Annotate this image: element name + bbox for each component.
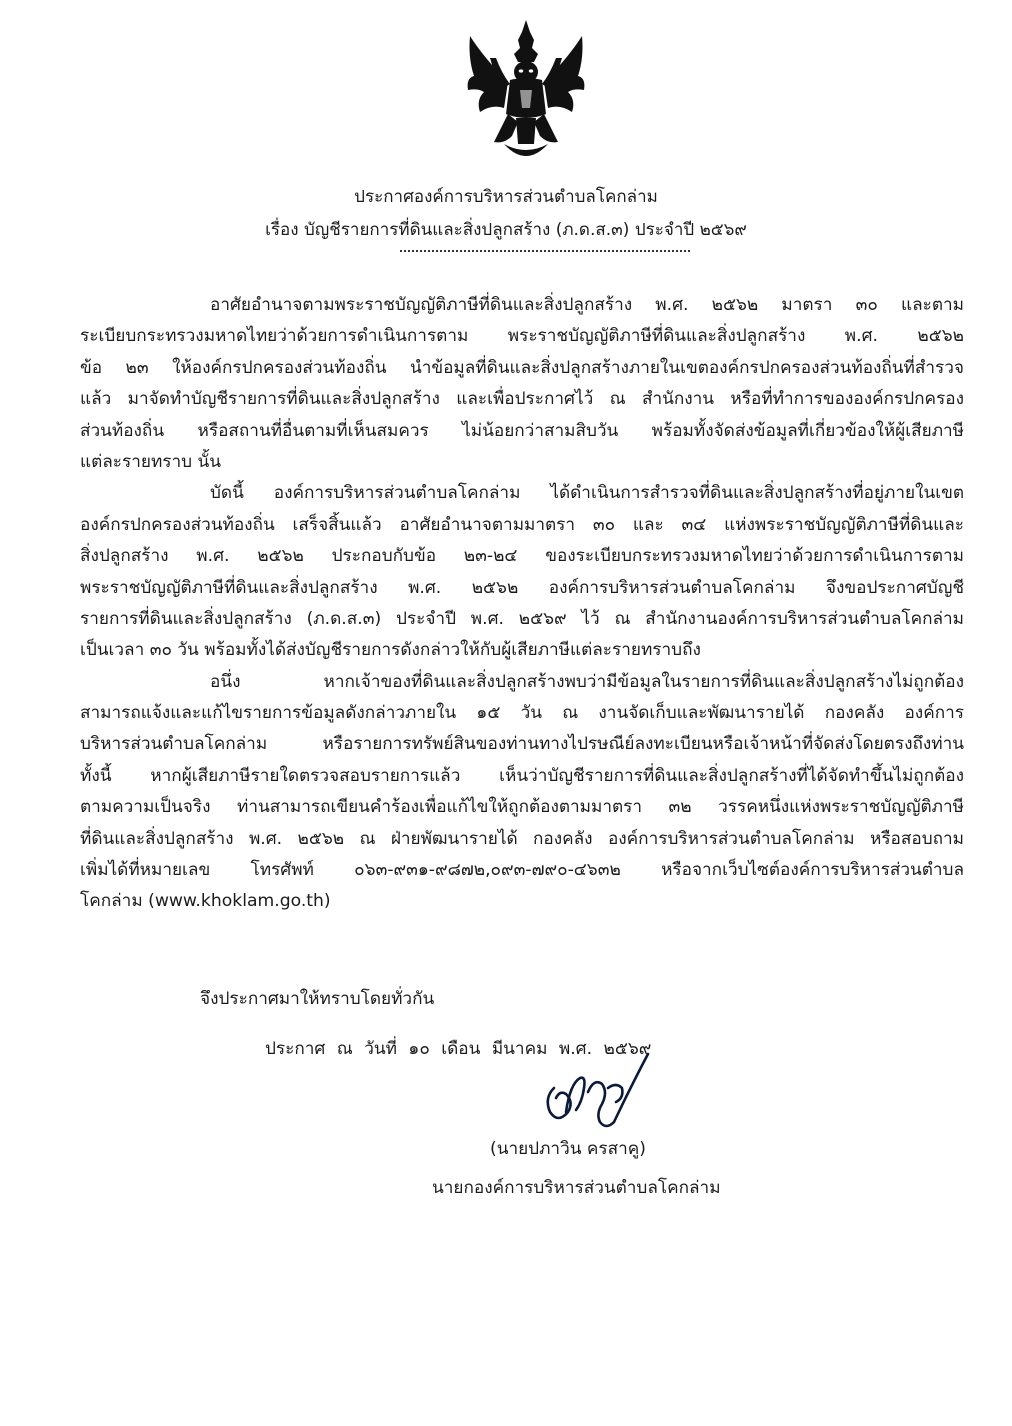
- paragraph-1-line: ระเบียบกระทรวงมหาดไทยว่าด้วยการดำเนินการตาม พระราชบัญญัติภาษีที่ดินและสิ่งปลูกสร้าง พ.ศ. ๒๕๖๒: [80, 326, 964, 347]
- paragraph-2-line: บัดนี้ องค์การบริหารส่วนตำบลโคกล่าม ได้ดำเนินการสำรวจที่ดินและสิ่งปลูกสร้างที่อยู่ภายในเขต: [210, 483, 964, 504]
- paragraph-2-line: องค์กรปกครองส่วนท้องถิ่น เสร็จสิ้นแล้ว อาศัยอำนาจตามมาตรา ๓๐ และ ๓๔ แห่งพระราชบัญญัติภาษีที่ดินและ: [80, 514, 964, 535]
- announcement-date: ประกาศ ณ วันที่ ๑๐ เดือน มีนาคม พ.ศ. ๒๕๖๙: [265, 1039, 652, 1059]
- paragraph-2-line: สิ่งปลูกสร้าง พ.ศ. ๒๕๖๒ ประกอบกับข้อ ๒๓-๒๔ ของระเบียบกระทรวงมหาดไทยว่าด้วยการดำเนินการตาม: [80, 546, 964, 567]
- paragraph-2-line: พระราชบัญญัติภาษีที่ดินและสิ่งปลูกสร้าง พ.ศ. ๒๕๖๒ องค์การบริหารส่วนตำบลโคกล่าม จึงขอประกาศบัญชี: [80, 577, 964, 598]
- paragraph-1-line: ข้อ ๒๓ ให้องค์กรปกครองส่วนท้องถิ่น นำข้อมูลที่ดินและสิ่งปลูกสร้างภายในเขตองค์กรปกครองส่วนท้องถิ่นที่สำรวจ: [80, 357, 964, 378]
- garuda-emblem-icon: [464, 18, 588, 168]
- paragraph-3-line: เพิ่มได้ที่หมายเลข โทรศัพท์ ๐๖๓-๙๓๑-๙๘๗๒,๐๙๓-๗๙๐-๔๖๓๒ หรือจากเว็บไซต์องค์การบริหารส่วนตำบล: [80, 860, 964, 881]
- signer-name: (นายปภาวิน ครสาคู): [490, 1139, 647, 1159]
- signer-title: นายกองค์การบริหารส่วนตำบลโคกล่าม: [432, 1178, 721, 1198]
- dotted-divider: [400, 250, 690, 252]
- paragraph-3-line: บริหารส่วนตำบลโคกล่าม หรือรายการทรัพย์สินของท่านทางไปรษณีย์ลงทะเบียนหรือเจ้าหน้าที่จัดส่งโดยตรงถึงท่าน: [80, 734, 964, 755]
- paragraph-3-line: อนึ่ง หากเจ้าของที่ดินและสิ่งปลูกสร้างพบว่ามีข้อมูลในรายการที่ดินและสิ่งปลูกสร้างไม่ถูกต้อง: [210, 671, 964, 692]
- paragraph-3-line: โคกล่าม (www.khoklam.go.th): [80, 891, 331, 912]
- paragraph-1-line: แล้ว มาจัดทำบัญชีรายการที่ดินและสิ่งปลูกสร้าง และเพื่อประกาศไว้ ณ สำนักงาน หรือที่ทำการขององค์กรปกครอง: [80, 389, 964, 410]
- announcement-subject: เรื่อง บัญชีรายการที่ดินและสิ่งปลูกสร้าง (ภ.ด.ส.๓) ประจำปี ๒๕๖๙: [265, 220, 747, 240]
- paragraph-3-line: สามารถแจ้งและแก้ไขรายการข้อมูลดังกล่าวภายใน ๑๕ วัน ณ งานจัดเก็บและพัฒนารายได้ กองคลัง องค์การ: [80, 703, 964, 724]
- closing-statement: จึงประกาศมาให้ทราบโดยทั่วกัน: [200, 989, 435, 1009]
- paragraph-2-line: รายการที่ดินและสิ่งปลูกสร้าง (ภ.ด.ส.๓) ประจำปี พ.ศ. ๒๕๖๙ ไว้ ณ สำนักงานองค์การบริหารส่วนตำบลโคกล่าม: [80, 608, 964, 629]
- announcement-title: ประกาศองค์การบริหารส่วนตำบลโคกล่าม: [354, 187, 658, 207]
- paragraph-1-line: อาศัยอำนาจตามพระราชบัญญัติภาษีที่ดินและสิ่งปลูกสร้าง พ.ศ. ๒๕๖๒ มาตรา ๓๐ และตาม: [210, 295, 964, 315]
- announcement-body: [80, 290, 964, 918]
- paragraph-1-line: ส่วนท้องถิ่น หรือสถานที่อื่นตามที่เห็นสมควร ไม่น้อยกว่าสามสิบวัน พร้อมทั้งจัดส่งข้อมูลที่เกี่ยวข้องให้ผู้เสียภาษี: [80, 420, 964, 441]
- paragraph-3-line: ตามความเป็นจริง ท่านสามารถเขียนคำร้องเพื่อแก้ไขให้ถูกต้องตามมาตรา ๓๒ วรรคหนึ่งแห่งพระราชบัญญัติภาษี: [80, 797, 964, 818]
- paragraph-2-line: เป็นเวลา ๓๐ วัน พร้อมทั้งได้ส่งบัญชีรายการดังกล่าวให้กับผู้เสียภาษีแต่ละรายทราบถึง: [80, 640, 701, 661]
- signature-image: [530, 1048, 670, 1138]
- paragraph-3-line: ทั้งนี้ หากผู้เสียภาษีรายใดตรวจสอบรายการแล้ว เห็นว่าบัญชีรายการที่ดินและสิ่งปลูกสร้างที่ได้จัดทำขึ้นไม่ถูกต้อง: [80, 765, 964, 786]
- paragraph-1-line: แต่ละรายทราบ นั้น: [80, 451, 222, 472]
- paragraph-3-line: ที่ดินและสิ่งปลูกสร้าง พ.ศ. ๒๕๖๒ ณ ฝ่ายพัฒนารายได้ กองคลัง องค์การบริหารส่วนตำบลโคกล่าม หรือสอบถาม: [80, 828, 964, 849]
